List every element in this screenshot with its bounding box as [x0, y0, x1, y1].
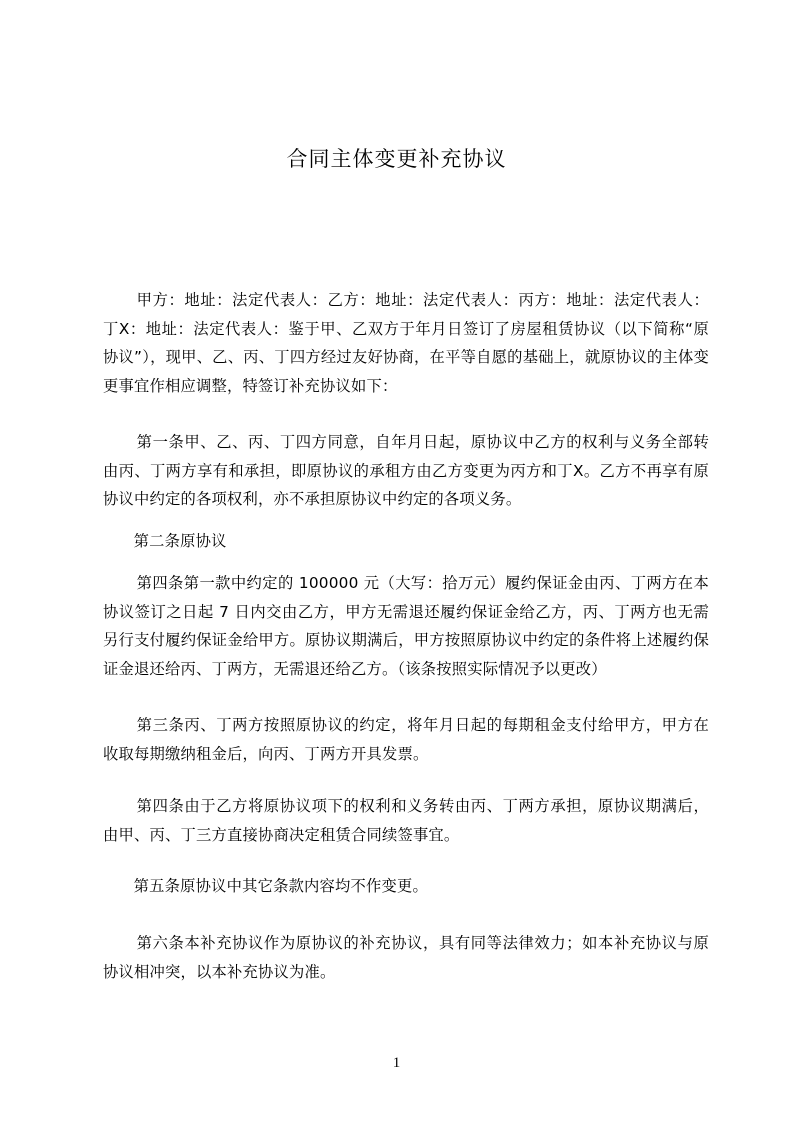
article-2-paragraph: 第四条第一款中约定的 100000 元（大写：拾万元）履约保证金由丙、丁两方在本协议签订之日起 7 日内交由乙方，甲方无需退还履约保证金给乙方，丙、丁两方也无需另行支付履约保证金给甲方。原协议期满后，甲方按照原协议中约定的条件将上述履约保证金退还给丙、丁两方，无需退还给乙方。（该条按照实际情况予以更改）: [103, 574, 709, 679]
article-1-paragraph: 第一条甲、乙、丙、丁四方同意，自年月日起，原协议中乙方的权利与义务全部转由丙、丁两方享有和承担，即原协议的承租方由乙方变更为丙方和丁X。乙方不再享有原协议中约定的各项权利，亦不承担原协议中约定的各项义务。: [103, 433, 709, 509]
preamble-paragraph: 甲方：地址：法定代表人：乙方：地址：法定代表人：丙方：地址：法定代表人：丁X：地址：法定代表人：鉴于甲、乙双方于年月日签订了房屋租赁协议（以下简称“原协议”），现甲、乙、丙、丁四方经过友好协商，在平等自愿的基础上，就原协议的主体变更事宜作相应调整，特签订补充协议如下：: [103, 291, 709, 396]
article-5-paragraph: 第五条原协议中其它条款内容均不作变更。: [133, 877, 429, 895]
page-number: 1: [392, 1055, 401, 1071]
article-3-paragraph: 第三条丙、丁两方按照原协议的约定，将年月日起的每期租金支付给甲方，甲方在收取每期缴纳租金后，向丙、丁两方开具发票。: [103, 716, 709, 763]
article-6-paragraph: 第六条本补充协议作为原协议的补充协议，具有同等法律效力；如本补充协议与原协议相冲突，以本补充协议为准。: [103, 934, 709, 981]
article-2-heading: 第二条原协议: [133, 532, 227, 550]
document-title: 合同主体变更补充协议: [286, 147, 507, 171]
article-4-paragraph: 第四条由于乙方将原协议项下的权利和义务转由丙、丁两方承担，原协议期满后，由甲、丙、丁三方直接协商决定租赁合同续签事宜。: [103, 797, 709, 844]
